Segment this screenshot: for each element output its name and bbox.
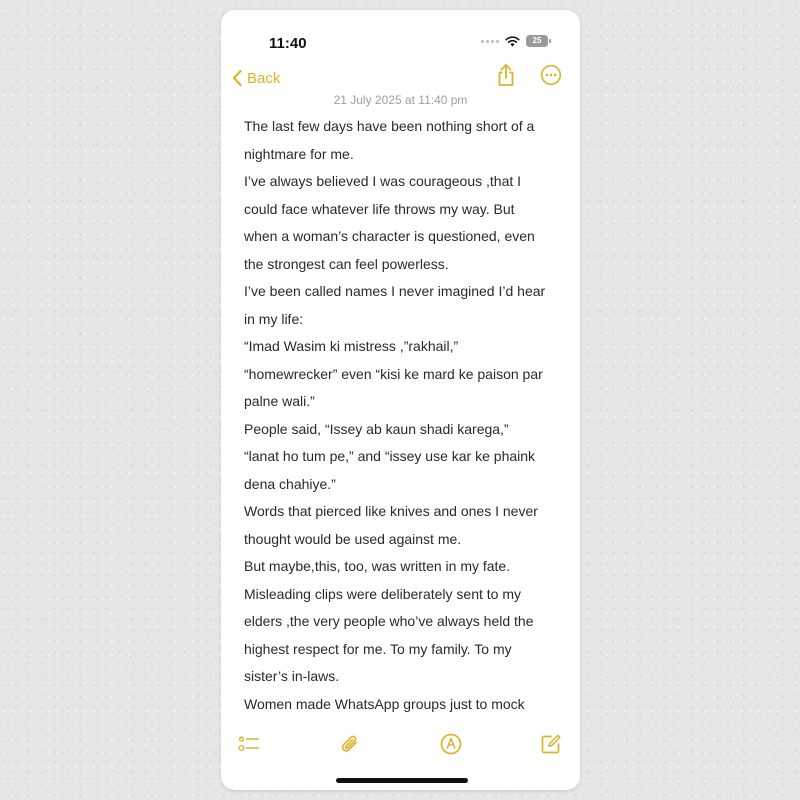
attach-button[interactable] (338, 732, 362, 756)
note-line: the strongest can feel powerless. (244, 255, 449, 272)
note-line: thought would be used against me. (244, 530, 462, 547)
note-line: “homewrecker” even “kisi ke mard ke paison par (244, 365, 543, 382)
home-indicator[interactable] (336, 778, 468, 783)
note-line: Misleading clips were deliberately sent to my (244, 585, 522, 602)
chevron-left-icon (231, 69, 243, 87)
markup-pen-icon (440, 733, 462, 755)
checklist-button[interactable] (237, 732, 261, 756)
more-button[interactable] (538, 62, 564, 88)
note-line: The last few days have been nothing short of a (244, 118, 535, 134)
note-line: could face whatever life throws my way. But (244, 200, 515, 217)
note-line: Women made WhatsApp groups just to mock (244, 695, 525, 712)
note-line: But maybe,this, too, was written in my fate. (244, 558, 511, 574)
note-line: I’ve always believed I was courageous ,that I (244, 173, 522, 189)
markup-button[interactable] (439, 732, 463, 756)
back-label: Back (247, 69, 281, 87)
battery-icon: 25 (526, 35, 548, 47)
note-date: 21 July 2025 at 11:40 pm (333, 93, 468, 107)
cellular-dots-icon (481, 40, 499, 43)
status-icons (481, 35, 548, 47)
note-line: dena chahiye.” (244, 475, 336, 492)
note-line: “Imad Wasim ki mistress ,”rakhail,” (244, 338, 459, 354)
note-line: sister’s in-laws. (244, 668, 340, 684)
share-icon (496, 63, 516, 87)
compose-icon (540, 733, 562, 755)
note-line: People said, “Issey ab kaun shadi karega,” (244, 420, 509, 437)
note-line: palne wali.” (244, 393, 315, 409)
note-line: “lanat ho tum pe,” and “issey use kar ke phaink (244, 448, 536, 464)
note-line: in my life: (244, 310, 304, 327)
share-button[interactable] (493, 62, 519, 88)
more-icon (540, 64, 562, 86)
note-body[interactable] (244, 113, 569, 725)
back-button[interactable] (231, 64, 280, 92)
note-line: when a woman’s character is questioned, even (244, 228, 535, 244)
note-line: Words that pierced like knives and ones I never (244, 503, 538, 519)
note-line: highest respect for me. To my family. To my (244, 640, 512, 657)
notes-app-screen (221, 10, 580, 790)
wifi-icon (505, 36, 520, 47)
paperclip-icon (340, 733, 360, 755)
note-line: nightmare for me. (244, 145, 354, 162)
compose-button[interactable] (539, 732, 563, 756)
status-time: 11:40 (269, 35, 307, 52)
note-line: elders ,the very people who’ve always held the (244, 613, 534, 629)
note-line: I’ve been called names I never imagined I’d hear (244, 283, 546, 299)
checklist-icon (238, 734, 260, 754)
